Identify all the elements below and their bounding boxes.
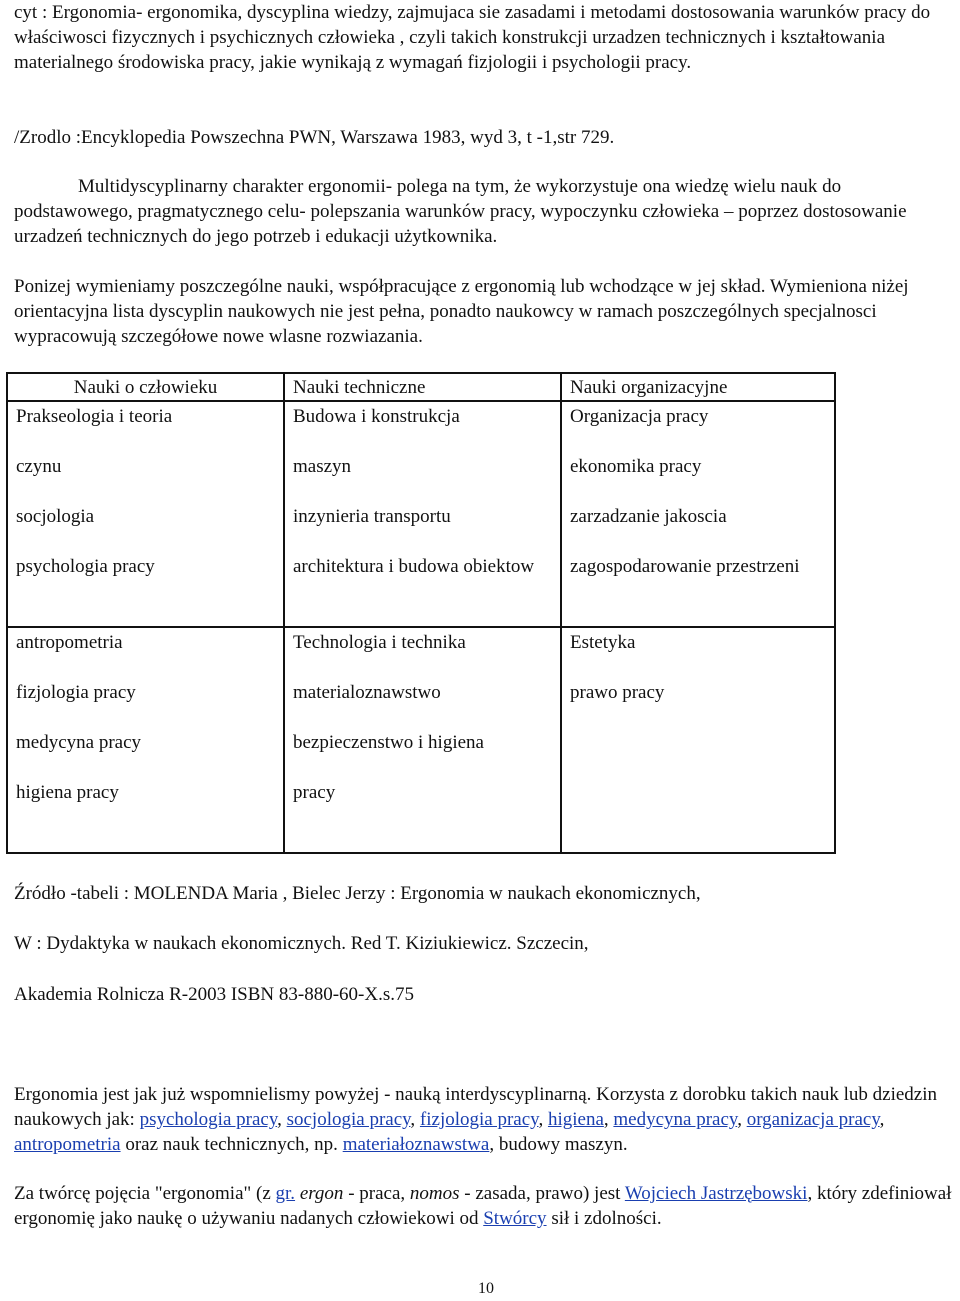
link-wojciech-jastrzebowski[interactable]: Wojciech Jastrzębowski	[624, 1183, 808, 1204]
cell-technical-1	[284, 401, 561, 627]
table-cell-item: Technologia i technika	[293, 632, 466, 653]
paragraph-text: sił i zdolności.	[546, 1208, 662, 1229]
term-nomos: nomos	[409, 1183, 460, 1204]
table-cell-item: bezpieczenstwo i higiena	[293, 732, 484, 753]
table-cell-item: czynu	[16, 456, 62, 477]
link-socjologia-pracy[interactable]: socjologia pracy	[286, 1109, 411, 1130]
paragraph-text: Za twórcę pojęcia "ergonomia" (z	[14, 1183, 276, 1204]
table-source-line-2: W : Dydaktyka w naukach ekonomicznych. Red T. Kiziukiewicz. Szczecin,	[14, 933, 589, 954]
link-psychologia-pracy[interactable]: psychologia pracy	[139, 1109, 278, 1130]
table-cell-item: maszyn	[293, 456, 352, 477]
table-cell-item: zagospodarowanie przestrzeni	[570, 556, 800, 577]
table-cell-item: Prakseologia i teoria	[16, 406, 173, 427]
table-cell-item: zarzadzanie jakoscia	[570, 506, 727, 527]
table-cell-item: prawo pracy	[570, 682, 665, 703]
paragraph-text: , który zdefiniował ergonomię jako naukę o używaniu nadanych człowiekowi od	[14, 1183, 952, 1229]
encyclopedia-source: /Zrodlo :Encyklopedia Powszechna PWN, Warszawa 1983, wyd 3, t -1,str 729.	[14, 127, 615, 148]
link-antropometria[interactable]: antropometria	[14, 1134, 121, 1155]
table-cell-item: fizjologia pracy	[16, 682, 136, 703]
table-header-row	[7, 373, 835, 401]
link-medycyna-pracy[interactable]: medycyna pracy	[613, 1109, 738, 1130]
creator-paragraph	[14, 1181, 958, 1231]
table-cell-item: medycyna pracy	[16, 732, 142, 753]
table-cell-item: materialoznawstwo	[293, 682, 441, 703]
table-row	[7, 401, 835, 627]
list-intro-paragraph: Ponizej wymieniamy poszczególne nauki, współpracujące z ergonomią lub wchodzące w jej skład. Wymieniona niżej orientacyjna lista dyscyplin naukowych nie jest pełna, ponadto naukowcy w ramach poszczególnych specjalnosci wypracowują szczegółowe nowe wlasne rozwiazania.	[14, 276, 909, 347]
paragraph-text: Ergonomia jest jak już wspomnielismy powyżej - nauką interdyscyplinarną. Korzysta z dorobku takich nauk lub dziedzin naukowych jak:	[14, 1084, 938, 1130]
table-source-line-3: Akademia Rolnicza R-2003 ISBN 83-880-60-X.s.75	[14, 984, 414, 1005]
table-cell-item: ekonomika pracy	[570, 456, 702, 477]
cell-human-1	[7, 401, 284, 627]
table-cell-item: Estetyka	[570, 632, 636, 653]
link-materialoznawstwa[interactable]: materiałoznawstwa	[342, 1134, 490, 1155]
table-cell-item: antropometria	[16, 632, 123, 653]
paragraph-text: , budowy maszyn.	[489, 1134, 628, 1155]
table-cell-item: socjologia	[16, 506, 95, 527]
table-source-line-1: Źródło -tabeli : MOLENDA Maria , Bielec Jerzy : Ergonomia w naukach ekonomicznych,	[14, 883, 701, 904]
cell-organizational-2	[561, 627, 835, 853]
header-human-sciences: Nauki o człowieku	[7, 373, 284, 401]
link-gr[interactable]: gr.	[275, 1183, 296, 1204]
link-fizjologia-pracy[interactable]: fizjologia pracy	[419, 1109, 539, 1130]
table-cell-item: psychologia pracy	[16, 556, 155, 577]
table-cell-item: Organizacja pracy	[570, 406, 709, 427]
cell-organizational-1	[561, 401, 835, 627]
term-ergon: ergon	[299, 1183, 344, 1204]
table-cell-item: pracy	[293, 782, 336, 803]
table-row	[7, 627, 835, 853]
paragraph-text: - praca,	[343, 1183, 410, 1204]
intro-paragraph: cyt : Ergonomia- ergonomika, dyscyplina wiedzy, zajmujaca sie zasadami i metodami dostosowania warunków pracy do właściwosci fizycznych i psychicznych człowieka , czyli takich konstrukcji urzadzen technicznych i kształtowania materialnego środowiska pracy, jakie wynikają z wymagań fizjologii i psychologii pracy.	[14, 2, 931, 73]
page-number: 10	[478, 1280, 494, 1297]
paragraph-text: oraz nauk technicznych, np.	[120, 1134, 343, 1155]
link-higiena[interactable]: higiena	[547, 1109, 604, 1130]
header-technical-sciences: Nauki techniczne	[284, 373, 561, 401]
sciences-table	[6, 372, 836, 854]
header-organizational-sciences: Nauki organizacyjne	[561, 373, 835, 401]
paragraph-text: - zasada, prawo) jest	[459, 1183, 625, 1204]
cell-human-2	[7, 627, 284, 853]
table-cell-item: higiena pracy	[16, 782, 119, 803]
table-cell-item: architektura i budowa obiektow	[293, 556, 535, 577]
table-cell-item: inzynieria transportu	[293, 506, 451, 527]
link-stworcy[interactable]: Stwórcy	[483, 1208, 547, 1229]
cell-technical-2	[284, 627, 561, 853]
table-cell-item: Budowa i konstrukcja	[293, 406, 460, 427]
multidisciplinary-paragraph: Multidyscyplinarny charakter ergonomii- polega na tym, że wykorzystuje ona wiedzę wielu nauk do podstawowego, pragmatycznego celu- polepszania warunków pracy, wypoczynku człowieka – poprzez dostosowanie urzadzeń technicznych do jego potrzeb i edukacji użytkownika.	[14, 176, 907, 247]
link-organizacja-pracy[interactable]: organizacja pracy	[746, 1109, 880, 1130]
interdisciplinary-paragraph: Ergonomia jest jak już wspomnielismy powyżej - nauką interdyscyplinarną. Korzysta z dorobku takich nauk lub dziedzin naukowych jak: psychologia pracy, socjologia pracy, fizjologia pracy, higiena, medycyna pracy, organizacja pracy, antropometria oraz nauk technicznych, np. materiałoznawstwa, budowy maszyn.	[14, 1084, 938, 1155]
